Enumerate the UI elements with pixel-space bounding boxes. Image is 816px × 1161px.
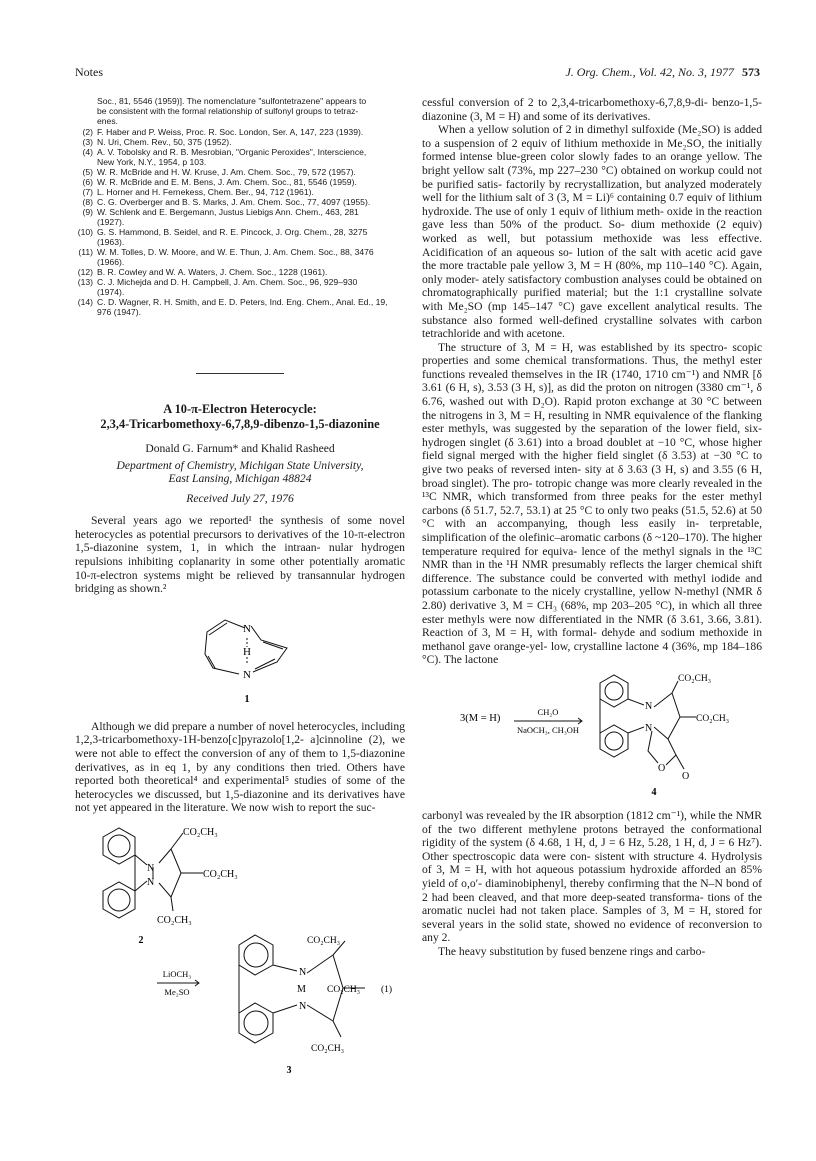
text-line: (NMR δ 2.80) derivative 3, M = CH₃ (68%, mp 203–205 °C), [422,585,763,612]
structure-2-ester-mid: CO₂CH₃ [203,868,238,880]
text-line: heterocycles as potential precursors to derivatives of the [75,527,340,541]
title-line: A 10-π-Electron Heterocycle: [163,402,317,416]
structure-3-ester-top: CO₂CH₃ [307,936,341,946]
paragraph-structure-proof [422,341,762,667]
text-line: and experimental⁵ studies of some of the heterocycles we [75,774,405,801]
left-column [75,96,405,959]
structure-4-ester-top: CO₂CH₃ [678,673,712,684]
text-line: lution of the salt with acetic acid gave the more tractable pale [422,245,762,273]
text-line: the methyl ester functions revealed themselves in the IR [422,354,763,381]
structure-3-ester-bottom: CO₂CH₃ [311,1044,345,1054]
reference-continuation [75,96,405,126]
article-separator [196,373,284,374]
text-line: D₂O). Rapid proton exchange at 30 °C between the nitrogens [422,395,762,422]
structure-3-ester-mid: CO₂CH₃ [327,985,361,995]
text-line: oxide in the reaction gave less than 50% of the product. So- [422,204,762,232]
reference-line: W. Schlenk and E. Bergemann, Justus Liebigs Ann. Chem., 463, 281 [97,207,359,217]
structure-4-n2: N [645,722,653,734]
text-line: discussed, but 1,5-diazonine and its derivatives have not yet [75,787,405,815]
text-line: scopic properties and some chemical transformations. Thus, [422,340,763,368]
text-line: ately satisfactory combustion analyses could be obtained on [482,272,763,286]
paragraph-continuation [422,96,762,123]
reference-number: (5) [82,167,93,177]
structure-4-bonds [600,675,696,769]
text-line: dium methoxide (2 equiv) worked as well, but potassium [422,218,762,245]
structure-4-ring-oxygen: O [658,762,666,774]
text-line: Although we did prepare a number of novel heterocycles, [91,719,359,733]
affiliation-line: Department of Chemistry, Michigan State University, [116,458,364,472]
reference-line: C. D. Wagner, R. H. Smith, and E. D. Peters, Ind. Eng. Chem., Anal. Ed., 19, [97,297,388,307]
text-line: solvate with Me₂SO (mp 145–147 °C) gave excellent analytical [422,286,762,313]
structure-1-figure [75,600,405,720]
reference-line: be consistent with the formal relationship of sulfonyl groups to tetraz- [97,106,359,116]
reference-number: (2) [82,127,93,137]
reference-item [75,297,405,317]
structure-1-n-top: N [243,622,251,635]
text-line: carbons (δ 51.7, 52.7, 53.1) at 25 °C to only two peaks (51.5, [422,503,709,517]
reference-item [75,137,405,147]
text-line: chromatographically purified material; but the 1:1 crystalline [422,286,724,300]
reference-line: (1966). [97,257,125,267]
text-line: NMR (δ 3.61, 3.66, 3.81). Reaction of 3, M = H, with formal- [422,612,762,640]
text-line: field, six-hydrogen singlet (δ 3.61) into a broad doublet at −10 [422,422,762,449]
text-line: including 1,2,3-tricarbomethoxy-1H-benzo[c]pyrazolo[1,2- [75,719,405,747]
reference-line: W. R. McBride and H. W. Kruse, J. Am. Chem. Soc., 79, 572 (1957). [97,167,356,177]
structure-4-carbonyl-oxygen: O [682,770,690,782]
reference-line: New York, N.Y., 1954, p 103. [97,157,207,167]
text-line: The structure of 3, M = H, was established by its spectro- [438,340,728,354]
paragraph-lactone [422,809,762,945]
text-line: did the proton on nitrogen (3380 cm⁻¹, δ 6.76, washed out with [422,381,763,409]
eq1-reagent-top: LiOCH₃ [162,969,192,979]
structure-2-ester-bottom: CO₂CH₃ [157,914,192,926]
structure-1-label: 1 [244,693,250,705]
reference-line: W. M. Tolles, D. W. Moore, and W. E. Thun, J. Am. Chem. Soc., 88, 3476 [97,247,374,257]
text-line: low, crystalline lactone 4 (36%, mp 184–186 °C). The lactone [422,639,762,667]
reference-line: 976 (1947). [97,307,141,317]
reference-item [75,197,405,207]
reference-item [75,227,405,247]
reference-list [75,96,405,317]
reference-item [75,277,405,297]
text-line: any of them to 1,5-diazonine derivatives, as in eq 1, by any [75,746,405,774]
reference-number: (10) [77,227,93,237]
reference-line: Soc., 81, 5546 (1959)]. The nomenclature "sulfontetrazene" appears to [97,96,367,106]
page-number: 573 [742,65,760,79]
structure-3-n2: N [299,1001,307,1012]
text-line: factorily by recrystallization, but analyzed moderately well [422,177,762,205]
text-line: results. The substance also formed well-defined crystalline [422,299,762,327]
structure-4-ester-mid: CO₂CH₃ [696,713,730,724]
text-line: dehyde and sodium methoxide in methanol gave orange-yel- [422,626,763,653]
structure-4-equation [422,673,762,801]
right-column [422,96,762,958]
reference-line: (1927). [97,217,125,227]
text-line: in which all three ester methyls were now differentiated in the [422,598,762,626]
text-line: lence of the methyl signals in the ¹³C NMR than in the ¹H [422,544,762,572]
reference-line: A. V. Tobolsky and R. B. Mesrobian, "Organic Peroxides", Interscience, [97,147,367,157]
reference-item [75,247,405,267]
reference-line: W. R. McBride and E. M. Bens, J. Am. Chem. Soc., 81, 5546 (1959). [97,177,357,187]
structure-4-n1: N [645,700,653,712]
reference-number: (6) [82,177,93,187]
text-line: 3, M = H, stored for several years in the solid state, showed [422,904,762,931]
reference-item [75,147,405,167]
structure-2-n2: N [147,876,155,888]
paragraph-lithium-salt [422,123,762,341]
structure-3-m: M [297,984,306,995]
structure-1-h: H [243,645,251,658]
text-line: diaminobiphenyl, thereby confirming that the N–N bond of [485,876,762,890]
structure-3-label: 3 [286,1065,292,1076]
text-line: 227–230 °C) obtained on workup could not be purified satis- [422,163,762,191]
reference-item [75,267,405,277]
equation-number: (1) [381,985,393,995]
text-line: (1740, 1710 cm⁻¹) and NMR [δ 3.61 (6 H, s), 3.53 (3 H, s)], as [422,367,762,395]
text-line: carbonyl was revealed by the IR absorption (1812 cm⁻¹), while [422,808,716,822]
text-line: in 3, M = H, resulting in NMR equivalence of the flanking [485,408,762,422]
paragraph-final [422,945,762,959]
text-line: appeared in the literature. We now wish to report the suc- [109,801,376,815]
text-line: is added to a suspension of 2 equiv of lithium methoxide in [422,123,762,150]
text-line: 10-π-electron 1,5-diazonine system, 1, in which the intraan- [75,527,405,555]
running-head-section: Notes [75,65,103,79]
eq2-reagent-bottom: NaOCH₃, CH₃OH [516,724,580,735]
text-line: a]cinnoline (2), we were not able to effect the conversion of [75,733,405,760]
paragraph-intro [75,514,405,596]
reference-line: B. R. Cowley and W. A. Waters, J. Chem. Soc., 1228 (1961). [97,267,328,277]
reference-number: (12) [77,267,93,277]
text-line: Several years ago we reported¹ the synthesis of some novel [91,514,405,528]
text-line: 52.6) at 50 °C with an accompanying, though less easily in- [422,503,762,531]
reference-number: (11) [78,247,93,257]
text-line: tions of the aromatic nuclei had not taken place. Samples of [422,890,762,918]
reference-number: (8) [82,197,93,207]
text-line: °C, whose higher field signal merged with the higher field [422,435,762,463]
structure-3-equation [75,925,405,1105]
text-line: by transannular hydrogen bridging as shown.² [75,568,405,596]
structure-2-n1: N [147,862,155,874]
reference-item [75,167,405,177]
text-line: for the lithium salt of 3 (3, M = Li)⁶ containing 0.7 equiv of [445,191,726,205]
text-line: yellow 3, M = H (80%, mp 110–140 °C). Again, only moder- [422,259,762,286]
reference-line: C. J. Michejda and D. H. Campbell, J. Am. Chem. Soc., 96, 929–930 [97,277,358,287]
reference-line: L. Horner and H. Fernekess, Chem. Ber., 94, 712 (1961). [97,187,314,197]
paragraph-conversion [75,720,405,815]
reference-line: F. Haber and P. Weiss, Proc. R. Soc. London, Ser. A, 147, 223 (1939). [97,127,364,137]
reference-number: (9) [82,207,93,217]
text-line: no evidence of reconversion to any 2. [422,917,762,945]
text-line: singlet (δ 3.53) at −30 °C to give two peaks of reversed inten- [422,449,762,477]
structure-2-ester-top: CO₂CH₃ [183,826,218,838]
reference-number: (14) [77,297,93,307]
structure-1-n-bottom: N [243,668,251,681]
reference-number: (4) [82,147,93,157]
text-line: cessful conversion of 2 to 2,3,4-tricarbomethoxy-6,7,8,9-di- [422,96,708,109]
text-line: 2 had been cleaved, and that more deep-seated transforma- [422,890,704,904]
text-line: The substance could be converted with methyl iodide and [476,571,762,585]
text-line: Me₂SO, the initially formed intense blue-green color slowly [422,136,762,164]
text-line: the NMR of the two different methylene protons betrayed the [422,808,762,836]
reference-line: C. G. Overberger and B. S. Marks, J. Am. Chem. Soc., 77, 4097 (1955). [97,197,371,207]
text-line: conditions then tried. Others have reported both theoretical⁴ [75,760,405,788]
reference-line: N. Uri, Chem. Rev., 50, 375 (1952). [97,137,232,147]
text-line: conformational rigidity of the system (δ 4.68, 1 H, d, J = 6 Hz, [422,822,762,850]
reference-item [75,127,405,137]
text-line: fades to an orange yellow. The bright yellow salt (73%, mp [422,150,762,177]
text-line: totropic change was more clearly revealed in the ¹³C NMR, [422,476,762,504]
received-date: Received July 27, 1976 [186,491,294,505]
text-line: nular hydrogen repulsions inhibiting coplanarity in some other [75,541,405,568]
structure-4-label: 4 [651,786,657,798]
title-line: 2,3,4-Tricarbomethoxy-6,7,8,9-dibenzo-1,5-diazonine [100,417,380,431]
article-title [75,402,405,432]
text-line: aqueous potassium hydroxide afforded an 85% yield of o,o′- [422,863,762,890]
eq2-reagent-top: CH₂O [537,706,559,717]
eq2-reactant: 3(M = H) [460,712,501,724]
text-line: ester methyls, was suggested by the separation of the lower [422,422,712,436]
text-line: solvates with carbon tetrachloride and with acetone. [422,313,762,341]
running-head-journal [565,65,760,80]
text-line: potassium carbonate to the nicely crystalline, yellow N-methyl [422,585,719,599]
structure-2-label: 2 [138,934,144,946]
reference-item [75,207,405,227]
text-line: The heavy substitution by fused benzene rings and carbo- [438,944,706,958]
affiliation-line: East Lansing, Michigan 48824 [168,471,312,485]
text-line: potentially aromatic 10-π-electron systems might be relieved [75,554,405,582]
structure-3-n1: N [299,967,307,978]
text-line: terpretable, simplification of the olefinic–aromatic carbons [422,517,762,544]
text-line: 5.28, 1 H, d, J = 6 Hz⁷). Other spectroscopic data were con- [422,836,763,863]
text-line: which transformed from three peaks for the ester methyl [477,490,762,504]
text-line: methoxide was less effective. Acidification of an aqueous so- [422,231,763,259]
reference-number: (3) [82,137,93,147]
reference-line: (1963). [97,237,125,247]
text-line: sistent with structure 4. Hydrolysis of 3, M = H, with hot [422,849,762,877]
text-line: sity at δ 3.63 (3 H, s) and 3.55 (6 H, broad singlet). The pro- [422,463,762,490]
reference-item [75,187,405,197]
text-line: When a yellow solution of 2 in dimethyl sulfoxide (Me₂SO) [438,123,721,137]
text-line: (δ ~120–170). The higher temperature required for equiva- [422,531,762,558]
reference-line: enes. [97,116,119,126]
reference-number: (7) [82,187,93,197]
text-line: benzo-1,5-diazonine (3, M = H) and some of its derivatives. [422,96,762,123]
eq1-reagent-bottom: Me₂SO [164,987,190,997]
article-authors: Donald G. Farnum* and Khalid Rasheed [145,442,335,455]
reference-item [75,177,405,187]
reference-line: G. S. Hammond, B. Seidel, and R. E. Pincock, J. Org. Chem., 28, 3275 [97,227,368,237]
article-affiliation [75,459,405,485]
reference-line: (1974). [97,287,125,297]
journal-citation: J. Org. Chem., Vol. 42, No. 3, 1977 [565,65,734,79]
text-line: lithium hydroxide. The use of only 1 equiv of lithium meth- [422,191,762,218]
text-line: NMR presumably reflects the larger chemical shift difference. [422,558,763,585]
reference-number: (13) [77,277,93,287]
